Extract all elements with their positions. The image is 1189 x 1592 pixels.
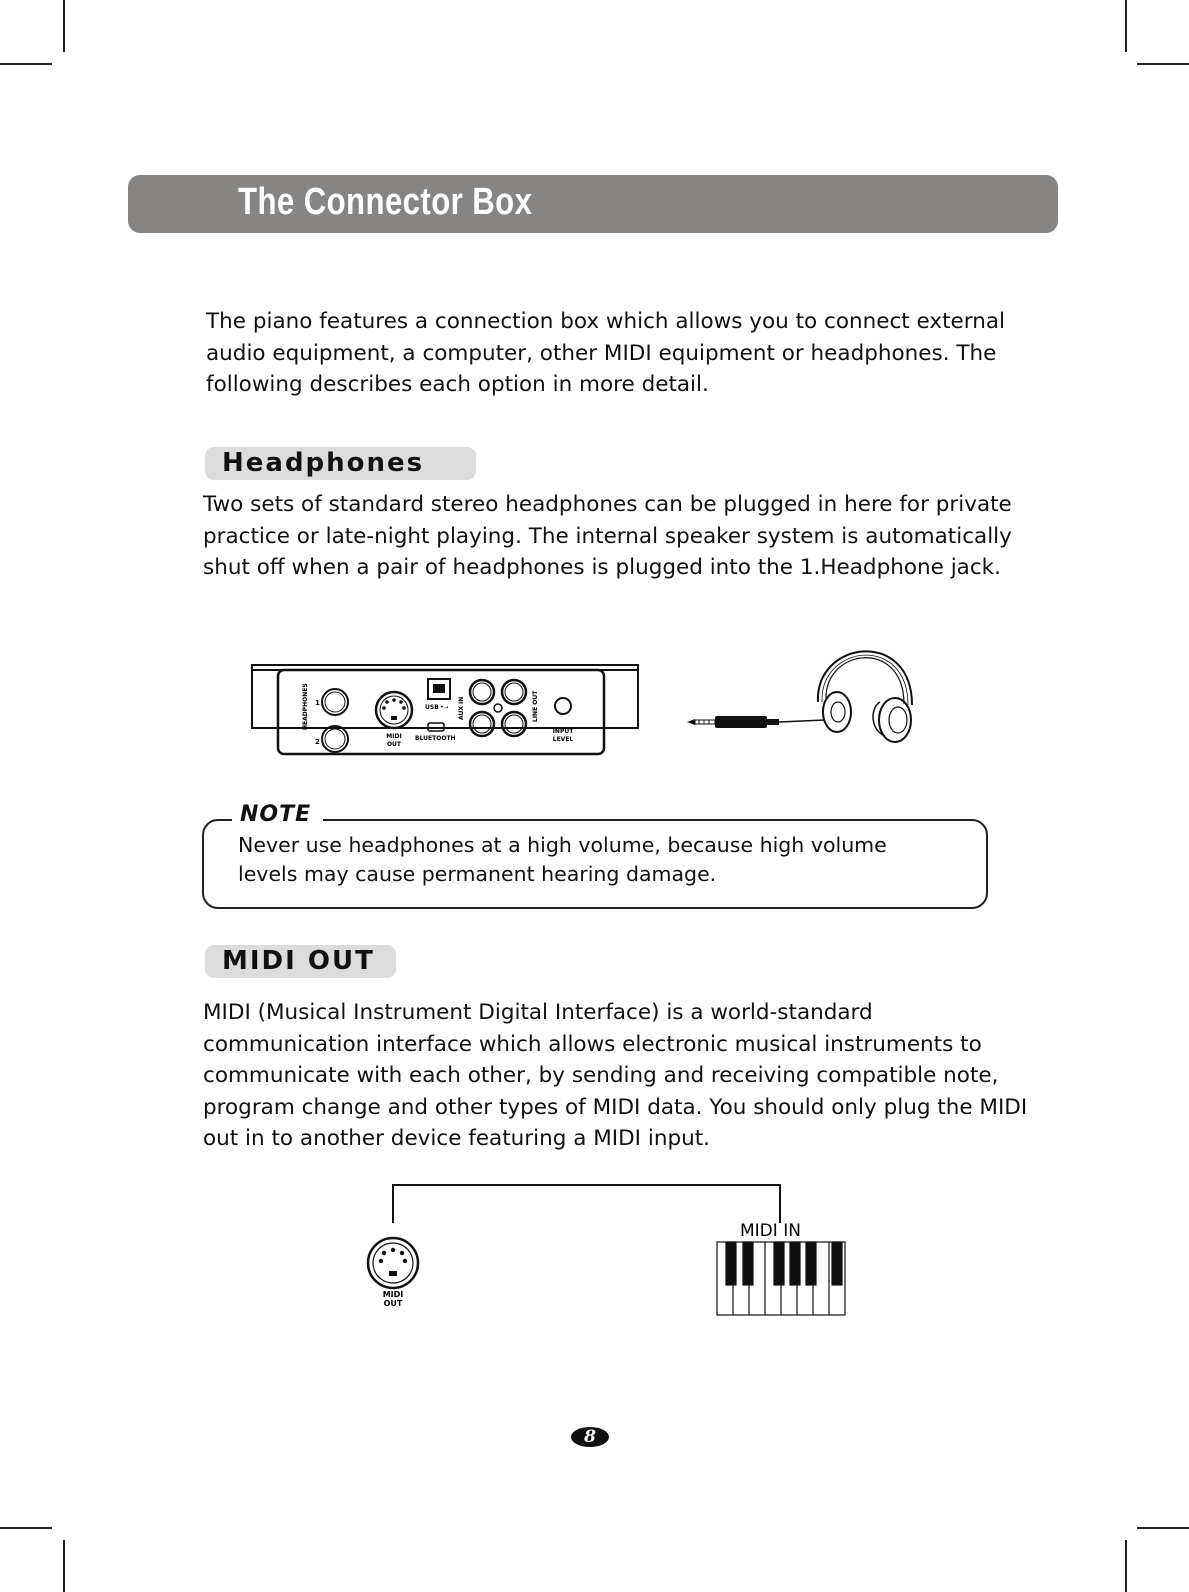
headphone-jack-1 — [322, 689, 348, 715]
headphones-illustration — [818, 651, 912, 742]
crop-mark — [1125, 1540, 1127, 1592]
midi-out-paragraph: MIDI (Musical Instrument Digital Interface) is a world-standard communication interface which allows electronic musical instruments to communicate with each other, by sending and receiving compatible note, program change and other types of MIDI data. You should only plug the MIDI out in to another device featuring a MIDI input. — [203, 1000, 1028, 1151]
note-box — [202, 802, 988, 909]
page-number: 8 — [571, 1427, 609, 1447]
line-out-label: LINE OUT — [532, 690, 539, 722]
headphones-paragraph: Two sets of standard stereo headphones can be plugged in here for private practice or late-night playing. The internal speaker system is automatically shut off when a pair of headphones is plugged into the 1.Headphone jack. — [203, 492, 1012, 580]
panel-headphones-label: HEADPHONES — [302, 683, 309, 730]
crop-mark — [0, 1527, 52, 1529]
connector-panel-diagram — [240, 630, 960, 770]
aux-in-left — [470, 680, 494, 704]
note-label: NOTE — [232, 802, 323, 827]
note-text: Never use headphones at a high volume, because high volume levels may cause permanent hearing damage. — [238, 833, 887, 886]
usb-label: USB — [425, 704, 439, 711]
midi-cable — [393, 1185, 780, 1223]
bluetooth-label: BLUETOOTH — [415, 735, 456, 742]
diagram-midi-label: MIDI — [382, 1290, 404, 1299]
headphone-cable — [779, 720, 825, 722]
page-title: The Connector Box — [238, 181, 533, 223]
jack-1-label: 1 — [315, 699, 320, 707]
midi-out-heading: MIDI OUT — [222, 946, 375, 976]
crop-mark — [1137, 1527, 1189, 1529]
midi-in-label: MIDI IN — [740, 1221, 801, 1241]
plug-body — [715, 716, 767, 728]
line-out-right — [502, 712, 526, 736]
crop-mark — [1137, 63, 1189, 65]
midi-connection-diagram — [360, 1175, 860, 1325]
aux-in-right — [470, 712, 494, 736]
crop-mark — [63, 0, 65, 52]
crop-mark — [1125, 0, 1127, 52]
panel-out-label: OUT — [386, 741, 402, 748]
crop-mark — [63, 1540, 65, 1592]
midi-out-heading-pill — [205, 945, 396, 978]
title-bar — [128, 175, 1058, 233]
input-level-label-2: LEVEL — [552, 736, 574, 743]
input-level-knob — [555, 698, 571, 714]
plug-tip — [687, 719, 695, 725]
headphones-heading: Headphones — [222, 448, 425, 478]
midi-out-port-icon — [368, 1238, 418, 1288]
panel-midi-label: MIDI — [386, 733, 402, 740]
midi-out-port — [376, 692, 412, 728]
intro-paragraph: The piano features a connection box which allows you to connect external audio equipment, a computer, other MIDI equipment or headphones. The following describes each option in more detail. — [206, 309, 1006, 397]
aux-in-label: AUX IN — [458, 696, 465, 720]
jack-2-label: 2 — [315, 738, 320, 746]
keyboard-illustration — [717, 1242, 845, 1315]
crop-mark — [0, 63, 52, 65]
svg-text:•⇢: •⇢ — [440, 704, 449, 711]
diagram-out-label: OUT — [383, 1299, 403, 1308]
line-out-left — [502, 680, 526, 704]
input-level-label-1: INPUT — [552, 728, 574, 735]
headphone-jack-2 — [322, 726, 348, 752]
headphones-heading-pill — [205, 447, 476, 480]
